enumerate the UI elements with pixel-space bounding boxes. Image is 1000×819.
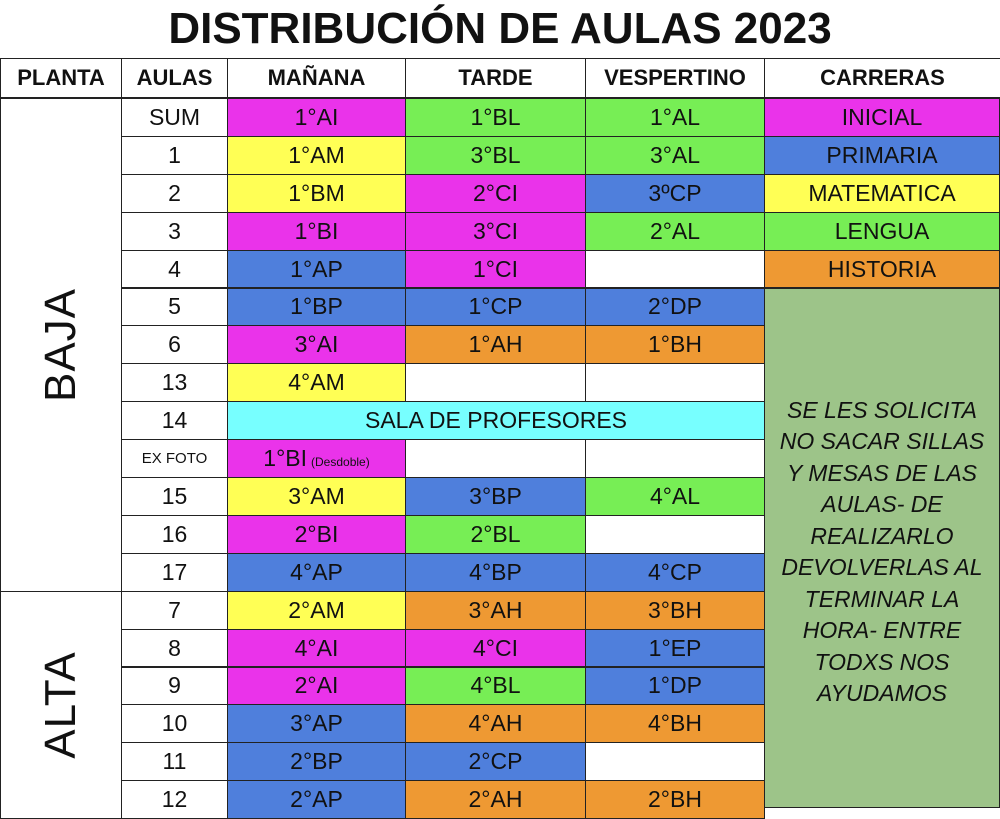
course-cell-manana	[227, 439, 406, 478]
course-label: 1°AL	[649, 103, 701, 130]
course-label: 1°AM	[288, 141, 345, 168]
course-label: 1°CP	[468, 293, 523, 320]
course-note: (Desdoble)	[311, 454, 370, 469]
course-cell-tarde	[405, 742, 586, 781]
course-label: 1°CI	[473, 255, 518, 282]
course-label: 3°BH	[648, 596, 702, 623]
course-cell-manana	[227, 553, 406, 592]
aula-number: 2	[168, 179, 181, 206]
header-5	[585, 58, 765, 98]
course-label: 4°CP	[648, 558, 702, 585]
course-cell-vespertino	[585, 98, 765, 137]
course-label: 2°AI	[294, 672, 339, 699]
course-label: 2°CP	[468, 748, 523, 775]
course-cell-tarde	[405, 515, 586, 554]
course-cell-vespertino	[585, 250, 765, 289]
course-cell-manana	[227, 780, 406, 819]
course-cell-vespertino	[585, 667, 765, 706]
course-cell-manana	[227, 250, 406, 289]
aula-number: 6	[168, 331, 181, 358]
aula-number: 13	[161, 369, 188, 396]
carrera-lengua	[764, 212, 1000, 251]
aula-number: EX FOTO	[141, 450, 208, 468]
course-label: 3°AH	[468, 596, 523, 623]
course-cell-vespertino	[585, 629, 765, 668]
course-label: 2°AM	[288, 596, 345, 623]
carrera-label: INICIAL	[841, 103, 923, 130]
aula-number: 5	[168, 293, 181, 320]
header-6	[764, 58, 1000, 98]
carrera-primaria	[764, 136, 1000, 175]
header-label: AULAS	[136, 65, 213, 90]
aula-cell	[121, 439, 228, 478]
course-label: 3°AL	[649, 141, 701, 168]
course-cell-vespertino	[585, 704, 765, 743]
course-label: 2°CI	[473, 179, 518, 206]
course-label: 2°BP	[290, 748, 343, 775]
course-label: 3°BP	[469, 482, 522, 509]
course-cell-vespertino	[585, 515, 765, 554]
course-cell-vespertino	[585, 439, 765, 478]
aula-cell	[121, 250, 228, 289]
aula-cell	[121, 401, 228, 440]
course-label: 1°BP	[290, 293, 343, 320]
carrera-label: PRIMARIA	[826, 141, 938, 168]
course-label: 1°BI	[294, 217, 339, 244]
course-label: 1°AI	[294, 103, 339, 130]
course-cell-manana	[227, 742, 406, 781]
course-cell-tarde	[405, 667, 586, 706]
aula-cell	[121, 515, 228, 554]
course-cell-tarde	[405, 363, 586, 402]
course-cell-vespertino	[585, 742, 765, 781]
course-label: 1°AP	[290, 255, 343, 282]
course-cell-manana	[227, 477, 406, 516]
course-label: 2°AL	[649, 217, 701, 244]
course-cell-manana	[227, 515, 406, 554]
header-label: VESPERTINO	[604, 65, 746, 90]
course-cell-tarde	[405, 780, 586, 819]
carrera-label: HISTORIA	[827, 255, 937, 282]
aula-number: 3	[168, 217, 181, 244]
header-4	[405, 58, 586, 98]
course-cell-manana	[227, 363, 406, 402]
course-cell-tarde	[405, 477, 586, 516]
course-label: 4°BH	[648, 710, 702, 737]
aula-cell	[121, 591, 228, 630]
course-label: 4°AP	[290, 558, 343, 585]
planta-label: BAJA	[35, 287, 85, 402]
course-label: 1°DP	[648, 672, 702, 699]
aula-cell	[121, 742, 228, 781]
course-cell-manana	[227, 174, 406, 213]
aula-cell	[121, 98, 228, 137]
header-1	[0, 58, 122, 98]
course-cell-tarde	[405, 98, 586, 137]
notice-text: SE LES SOLICITA NO SACAR SILLAS Y MESAS DE LAS AULAS- DE REALIZARLO DEVOLVERLAS AL TERMINAR LA HORA- ENTRE TODXS NOS AYUDAMOS	[779, 396, 985, 706]
course-label: 1°EP	[648, 634, 702, 661]
planta-label: ALTA	[35, 651, 85, 759]
aula-cell	[121, 704, 228, 743]
course-cell-vespertino	[585, 288, 765, 327]
course-cell-manana	[227, 288, 406, 327]
course-label: 1°AH	[468, 331, 523, 358]
header-label: PLANTA	[17, 65, 105, 90]
aula-number: 16	[161, 520, 188, 547]
header-label: TARDE	[458, 65, 533, 90]
course-label: 1°BH	[648, 331, 702, 358]
course-label: 2°AP	[290, 786, 343, 813]
planta-alta	[0, 591, 122, 819]
aula-cell	[121, 136, 228, 175]
course-cell-vespertino	[585, 780, 765, 819]
course-cell-manana	[227, 629, 406, 668]
aula-number: 12	[161, 786, 188, 813]
aula-number: 7	[168, 596, 181, 623]
course-label: 4°AI	[294, 634, 339, 661]
aula-cell	[121, 174, 228, 213]
aula-number: 15	[161, 482, 188, 509]
page-title: DISTRIBUCIÓN DE AULAS 2023	[168, 4, 832, 53]
course-cell-vespertino	[585, 212, 765, 251]
aula-number: 1	[168, 141, 181, 168]
course-cell-vespertino	[585, 591, 765, 630]
course-cell-vespertino	[585, 363, 765, 402]
notice-box	[764, 288, 1000, 809]
course-cell-manana	[227, 591, 406, 630]
course-cell-vespertino	[585, 174, 765, 213]
header-label: MAÑANA	[267, 65, 366, 90]
course-cell-tarde	[405, 629, 586, 668]
course-label: 3°AP	[290, 710, 343, 737]
header-2	[121, 58, 228, 98]
course-label: 2°AH	[468, 786, 523, 813]
aula-cell	[121, 780, 228, 819]
aula-number: 8	[168, 634, 181, 661]
course-cell-vespertino	[585, 325, 765, 364]
course-label: 4°AM	[288, 369, 345, 396]
course-label: 3°BL	[470, 141, 521, 168]
course-label: 4°BL	[470, 672, 521, 699]
course-label: 3°AM	[288, 482, 345, 509]
aula-number: 10	[161, 710, 188, 737]
aula-number: 11	[162, 748, 187, 775]
course-label: 2°BI	[294, 520, 339, 547]
course-label: 4°BP	[469, 558, 522, 585]
course-label: 2°BH	[648, 786, 702, 813]
carrera-matematica	[764, 174, 1000, 213]
aula-number: 9	[168, 672, 181, 699]
aula-cell	[121, 629, 228, 668]
course-cell-tarde	[405, 174, 586, 213]
course-label: 1°BI	[263, 445, 308, 472]
course-cell-tarde	[405, 553, 586, 592]
header-label: CARRERAS	[820, 65, 945, 90]
aula-cell	[121, 325, 228, 364]
course-cell-tarde	[405, 212, 586, 251]
merged-cell	[227, 401, 765, 440]
aula-cell	[121, 363, 228, 402]
course-cell-vespertino	[585, 553, 765, 592]
course-cell-tarde	[405, 136, 586, 175]
course-label: 1°BL	[470, 103, 521, 130]
course-label: 2°BL	[470, 520, 521, 547]
course-cell-manana	[227, 325, 406, 364]
course-cell-tarde	[405, 325, 586, 364]
aula-cell	[121, 667, 228, 706]
course-cell-manana	[227, 704, 406, 743]
carrera-label: LENGUA	[834, 217, 930, 244]
course-cell-vespertino	[585, 136, 765, 175]
course-cell-tarde	[405, 439, 586, 478]
aula-cell	[121, 288, 228, 327]
course-cell-tarde	[405, 250, 586, 289]
aula-cell	[121, 212, 228, 251]
aula-number: 4	[168, 255, 181, 282]
course-cell-manana	[227, 667, 406, 706]
course-label: 1°BM	[288, 179, 345, 206]
course-label: 3°CI	[473, 217, 518, 244]
course-label: 3°AI	[294, 331, 339, 358]
aula-cell	[121, 477, 228, 516]
course-cell-manana	[227, 212, 406, 251]
course-label: 4°AL	[649, 482, 701, 509]
course-label: 4°CI	[473, 634, 518, 661]
course-cell-tarde	[405, 591, 586, 630]
carrera-inicial	[764, 98, 1000, 137]
course-cell-tarde	[405, 704, 586, 743]
aula-number: SUM	[148, 103, 201, 130]
aula-number: 17	[161, 558, 188, 585]
course-cell-tarde	[405, 288, 586, 327]
course-label: 3ºCP	[648, 179, 702, 206]
course-cell-manana	[227, 136, 406, 175]
header-3	[227, 58, 406, 98]
carrera-label: MATEMATICA	[808, 179, 956, 206]
planta-baja	[0, 98, 122, 592]
aula-number: 14	[161, 407, 188, 434]
aula-cell	[121, 553, 228, 592]
merged-label: SALA DE PROFESORES	[364, 407, 628, 434]
course-cell-vespertino	[585, 477, 765, 516]
course-label: 2°DP	[648, 293, 702, 320]
carrera-historia	[764, 250, 1000, 289]
course-cell-manana	[227, 98, 406, 137]
course-label: 4°AH	[468, 710, 523, 737]
